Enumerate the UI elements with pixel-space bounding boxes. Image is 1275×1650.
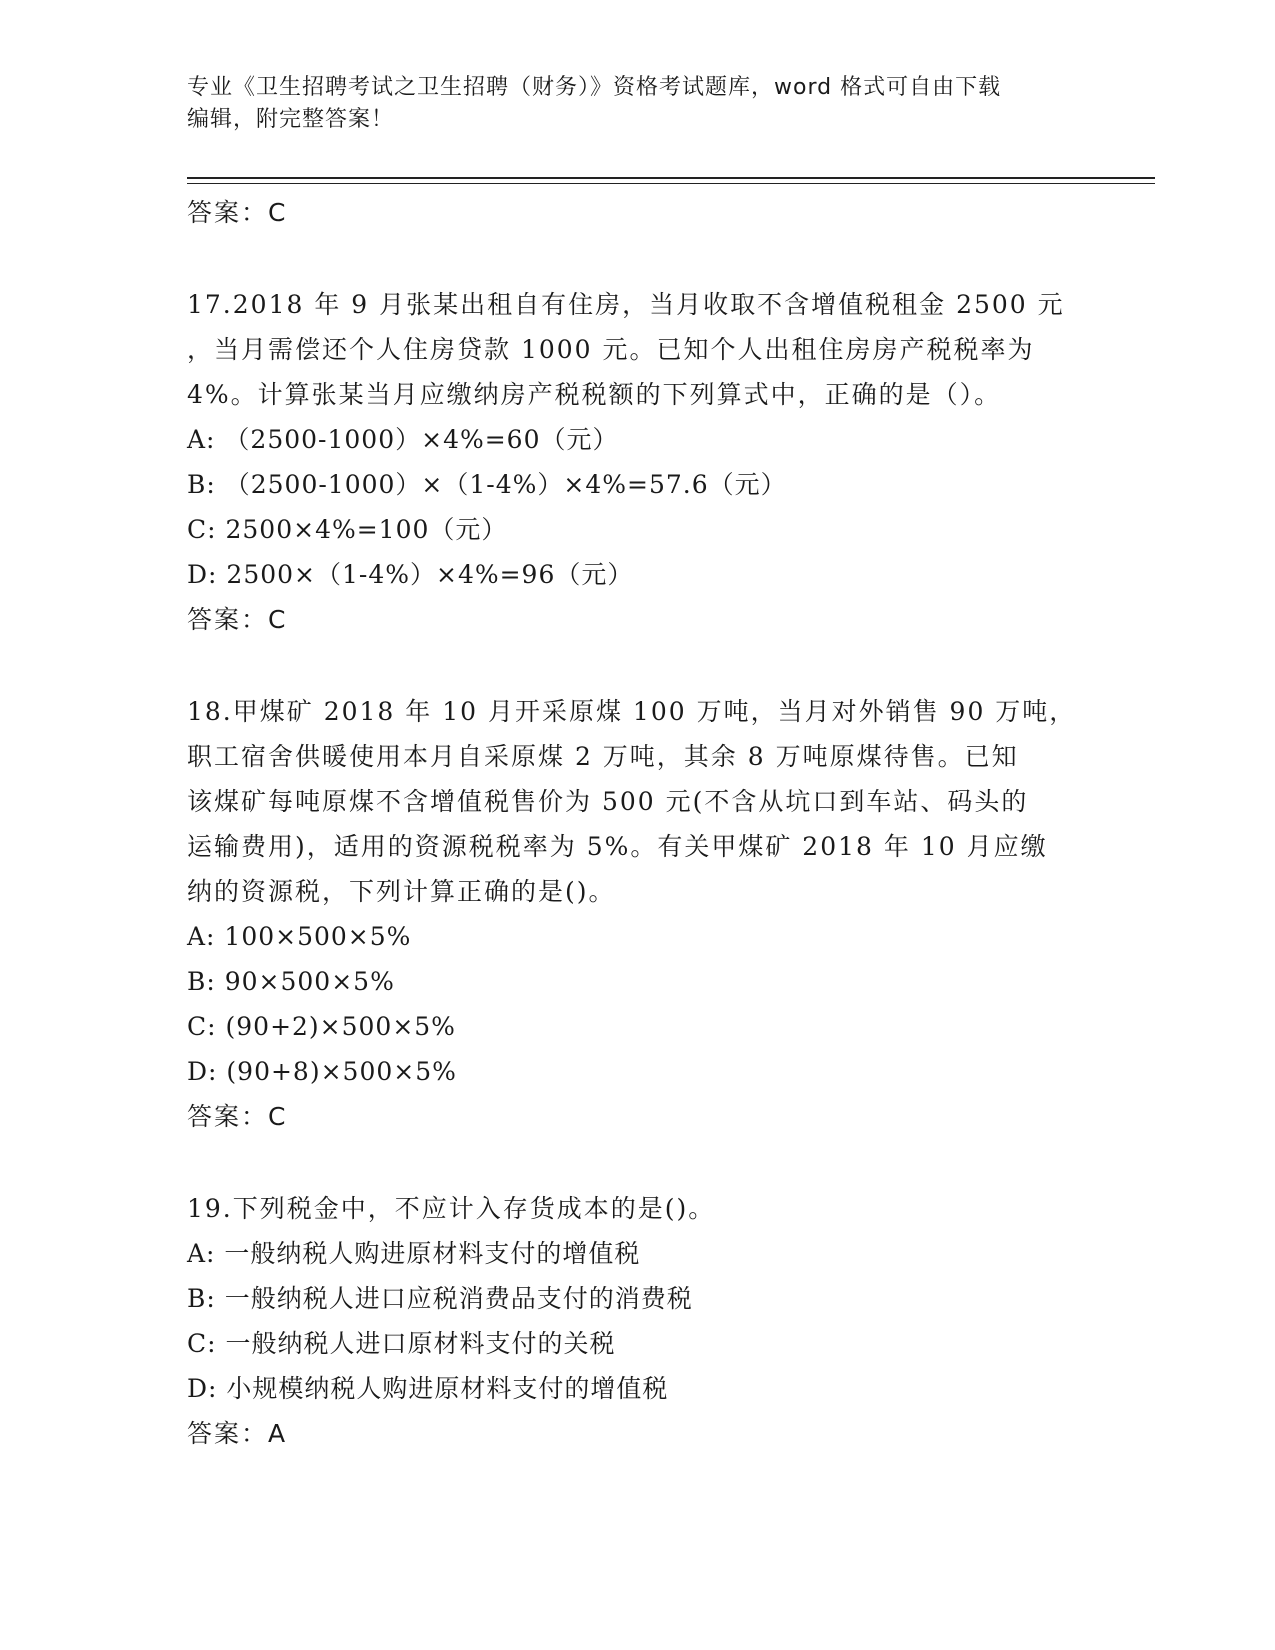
spacer [187, 1139, 1087, 1186]
option-a: A: （2500-1000）×4%=60（元） [187, 425, 619, 454]
question-stem-line: 18.甲煤矿 2018 年 10 月开采原煤 100 万吨，当月对外销售 90 万吨， [187, 697, 1077, 726]
question-stem-line: 17.2018 年 9 月张某出租自有住房，当月收取不含增值税租金 2500 元 [187, 290, 1065, 319]
question-stem-line: ，当月需偿还个人住房贷款 1000 元。已知个人出租住房房产税税率为 [187, 335, 1035, 364]
previous-answer: 答案：C [187, 198, 288, 227]
question-stem-line: 纳的资源税，下列计算正确的是()。 [187, 877, 616, 906]
header-divider-thin [187, 183, 1155, 184]
option-b: B: （2500-1000）×（1-4%）×4%=57.6（元） [187, 470, 787, 499]
header-line-2: 编辑，附完整答案！ [187, 107, 395, 132]
question-stem-line: 4%。计算张某当月应缴纳房产税税额的下列算式中，正确的是（）。 [187, 380, 1002, 409]
option-c: C: (90+2)×500×5% [187, 1012, 456, 1041]
question-stem-line: 职工宿舍供暖使用本月自采原煤 2 万吨，其余 8 万吨原煤待售。已知 [187, 742, 1019, 771]
option-b: B: 一般纳税人进口应税消费品支付的消费税 [187, 1284, 693, 1313]
question-answer: 答案：A [187, 1419, 288, 1448]
option-d: D: 2500×（1-4%）×4%=96（元） [187, 560, 634, 589]
header-divider-thick [187, 177, 1155, 179]
option-a: A: 一般纳税人购进原材料支付的增值税 [187, 1239, 641, 1268]
spacer [187, 642, 1087, 689]
question-stem-line: 运输费用)，适用的资源税税率为 5%。有关甲煤矿 2018 年 10 月应缴 [187, 832, 1048, 861]
question-18 [187, 689, 1087, 1139]
option-c: C: 2500×4%=100（元） [187, 515, 508, 544]
document-body [187, 190, 1087, 1456]
question-17 [187, 282, 1087, 642]
question-answer: 答案：C [187, 1102, 288, 1131]
option-a: A: 100×500×5% [187, 922, 412, 951]
option-c: C: 一般纳税人进口原材料支付的关税 [187, 1329, 616, 1358]
spacer [187, 235, 1087, 282]
question-stem-line: 该煤矿每吨原煤不含增值税售价为 500 元(不含从坑口到车站、码头的 [187, 787, 1029, 816]
option-b: B: 90×500×5% [187, 967, 395, 996]
question-stem-line: 19.下列税金中，不应计入存货成本的是()。 [187, 1194, 716, 1223]
option-d: D: (90+8)×500×5% [187, 1057, 457, 1086]
question-answer: 答案：C [187, 605, 288, 634]
option-d: D: 小规模纳税人购进原材料支付的增值税 [187, 1374, 669, 1403]
header-line-1: 专业《卫生招聘考试之卫生招聘（财务）》资格考试题库，word 格式可自由下载 [187, 75, 1002, 100]
document-header [187, 72, 1067, 136]
question-19 [187, 1186, 1087, 1456]
